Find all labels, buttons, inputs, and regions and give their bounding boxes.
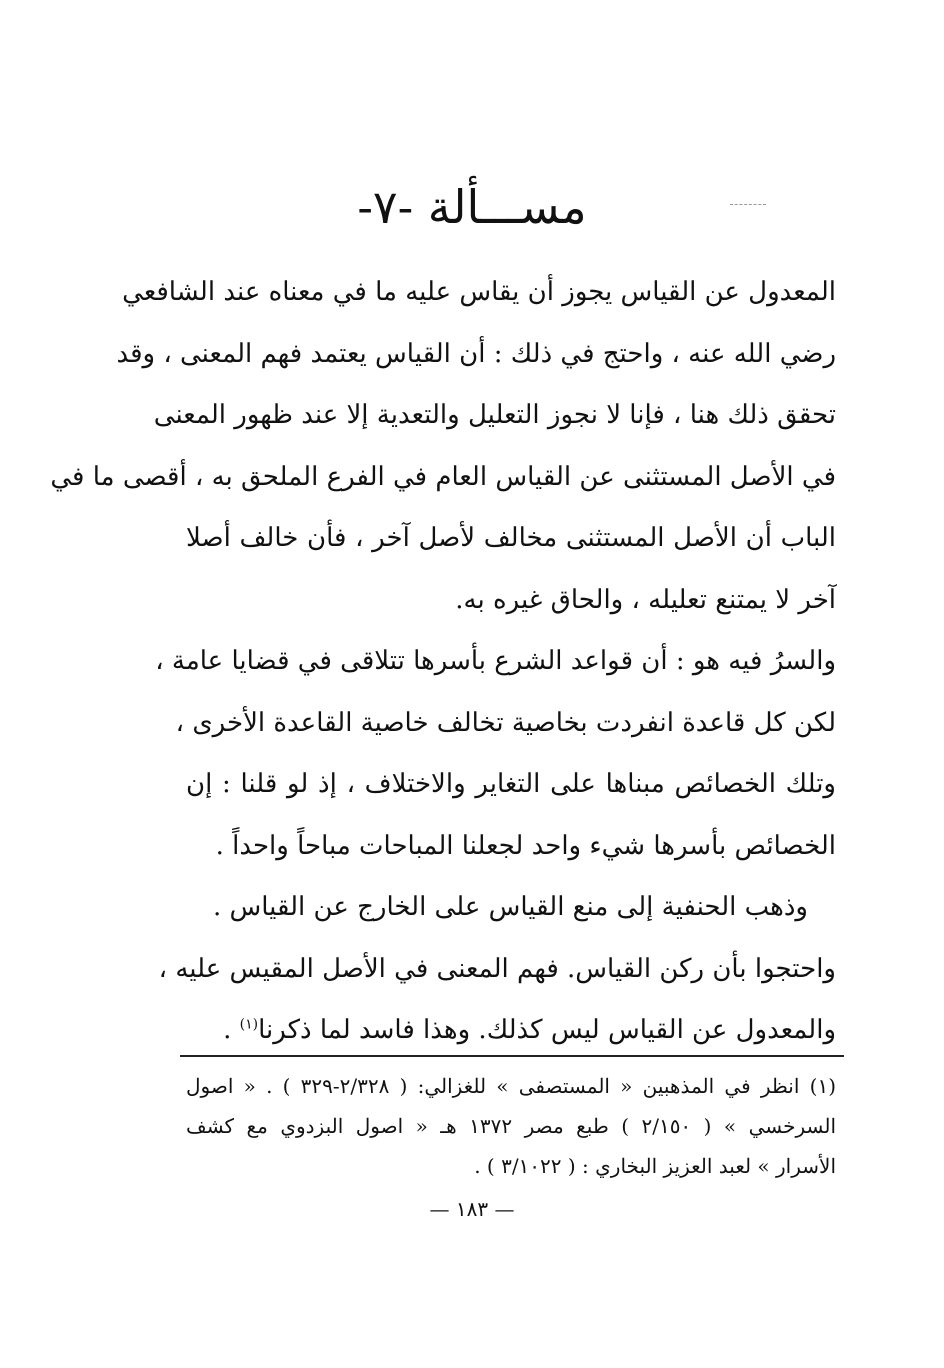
footnote-divider (180, 1055, 844, 1057)
footnote-line: السرخسي » ( ٢/١٥٠ ) طبع مصر ١٣٧٢ هـ « اصول البزدوي مع كشف (186, 1114, 837, 1138)
text-line: آخر لا يمتنع تعليله ، والحاق غيره به. (455, 584, 836, 615)
text-line: في الأصل المستثنى عن القياس العام في الفرع الملحق به ، أقصى ما في (50, 461, 836, 492)
text-line: المعدول عن القياس يجوز أن يقاس عليه ما في معناه عند الشافعي (122, 277, 836, 307)
text-line: الباب أن الأصل المستثنى مخالف لأصل آخر ، فأن خالف أصلا (186, 523, 836, 553)
text-line-content: والمعدول عن القياس ليس كذلك. وهذا فاسد لما ذكرنا (258, 1015, 836, 1045)
footnote-line: الأسرار » لعبد العزيز البخاري : ( ٣/١٠٢٢ ) . (474, 1154, 836, 1178)
section-heading: مســـألة -٧- (357, 180, 587, 234)
text-line: وتلك الخصائص مبناها على التغاير والاختلاف ، إذ لو قلنا : إن (186, 769, 836, 799)
text-line: لكن كل قاعدة انفردت بخاصية تخالف خاصية القاعدة الأخرى ، (175, 707, 836, 738)
text-line: والسرُ فيه هو : أن قواعد الشرع بأسرها تتلاقى في قضايا عامة ، (155, 646, 836, 676)
footnotes (186, 1066, 836, 1186)
text-line-with-footnote (186, 1000, 836, 1062)
page-number: — ١٨٣ — (429, 1197, 515, 1221)
text-line: تحقق ذلك هنا ، فإنا لا نجوز التعليل والتعدية إلا عند ظهور المعنى (153, 400, 836, 430)
text-line: رضي الله عنه ، واحتج في ذلك : أن القياس يعتمد فهم المعنى ، وقد (116, 338, 836, 369)
main-text (50, 262, 836, 1062)
closing-period: . (223, 1015, 240, 1045)
footnote-reference: (١) (239, 1016, 259, 1033)
text-line: وذهب الحنفية إلى منع القياس على الخارج عن القياس . (212, 892, 808, 922)
footnote-line: (١) انظر في المذهبين « المستصفى » للغزالي: ( ٢/٣٢٨-٣٢٩ ) . « اصول (186, 1074, 836, 1098)
text-line: الخصائص بأسرها شيء واحد لجعلنا المباحات مباحاً واحداً . (215, 830, 836, 861)
text-line: واحتجوا بأن ركن القياس. فهم المعنى في الأصل المقيس عليه ، (158, 953, 836, 984)
